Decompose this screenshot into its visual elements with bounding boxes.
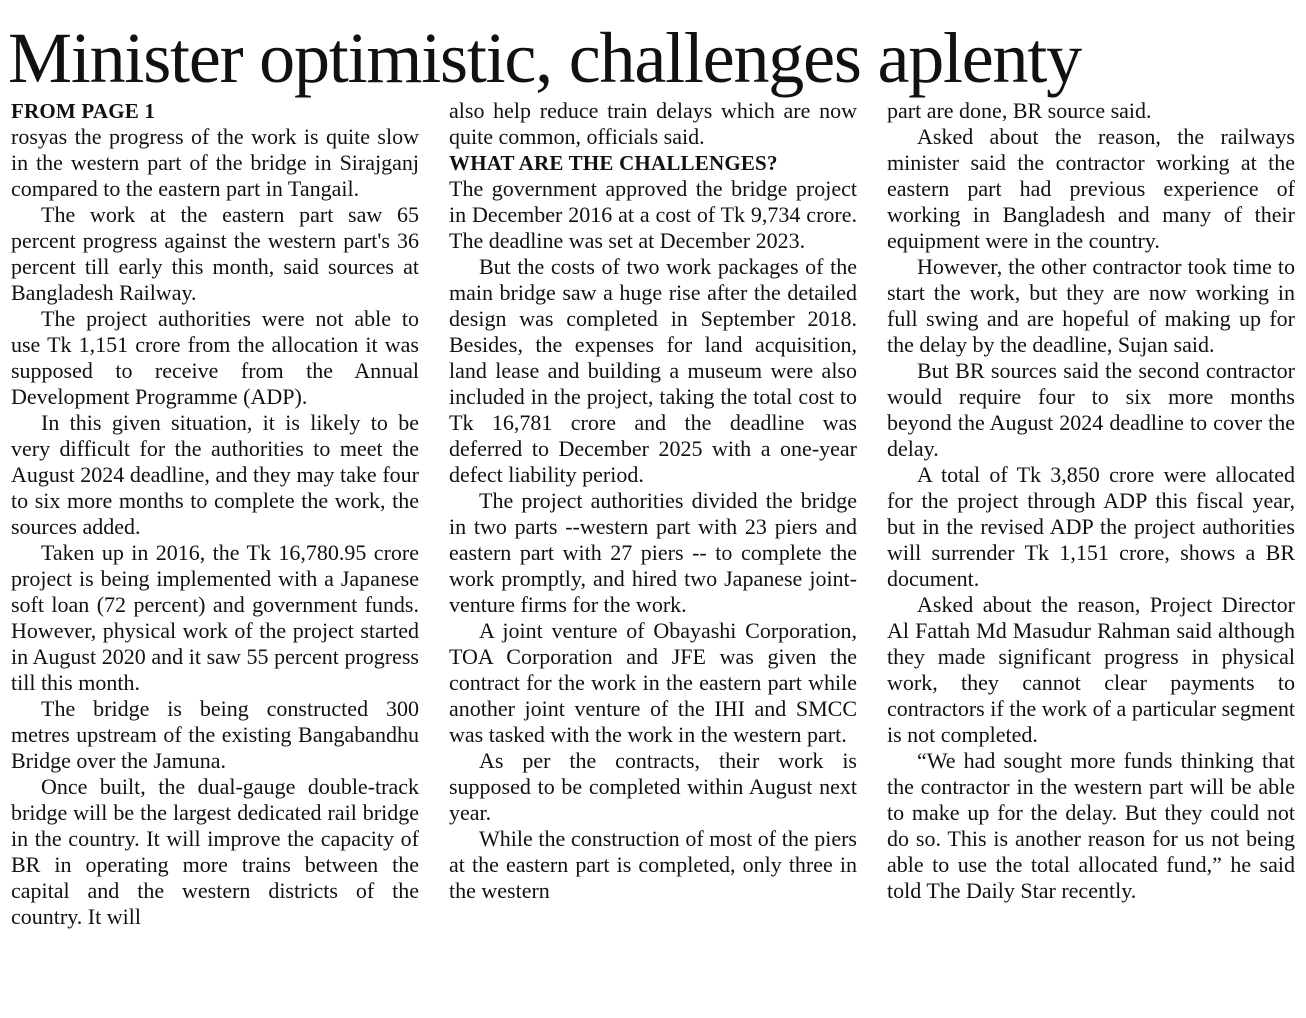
paragraph: rosyas the progress of the work is quite slow in the western part of the bridge in Sirajganj compared to the eastern part in Tangail. [11, 124, 419, 201]
paragraph: However, the other contractor took time to start the work, but they are now working in full swing and are hopeful of making up for the delay by the deadline, Sujan said. [887, 254, 1295, 357]
paragraph: While the construction of most of the piers at the eastern part is completed, only three in the western [449, 826, 857, 903]
article-column-3 [887, 98, 1295, 904]
paragraph: As per the contracts, their work is supposed to be completed within August next year. [449, 748, 857, 825]
paragraph: But BR sources said the second contractor would require four to six more months beyond the August 2024 deadline to cover the delay. [887, 358, 1295, 461]
paragraph: The project authorities divided the bridge in two parts --western part with 23 piers and eastern part with 27 piers -- to complete the work promptly, and hired two Japanese joint-venture firms for the work. [449, 488, 857, 617]
paragraph: The project authorities were not able to use Tk 1,151 crore from the allocation it was supposed to receive from the Annual Development Programme (ADP). [11, 306, 419, 409]
paragraph: The work at the eastern part saw 65 percent progress against the western part's 36 percent till early this month, said sources at Bangladesh Railway. [11, 202, 419, 305]
article-column-2 [449, 98, 857, 904]
paragraph: Taken up in 2016, the Tk 16,780.95 crore project is being implemented with a Japanese soft loan (72 percent) and government funds. However, physical work of the project started in August 2020 and it saw 55 percent progress till this month. [11, 540, 419, 695]
paragraph: A total of Tk 3,850 crore were allocated for the project through ADP this fiscal year, but in the revised ADP the project authorities will surrender Tk 1,151 crore, shows a BR document. [887, 462, 1295, 591]
paragraph: Once built, the dual-gauge double-track bridge will be the largest dedicated rail bridge in the country. It will improve the capacity of BR in operating more trains between the capital and the western districts of the country. It will [11, 774, 419, 929]
article-headline: Minister optimistic, challenges aplenty [8, 18, 1081, 98]
paragraph: A joint venture of Obayashi Corporation, TOA Corporation and JFE was given the contract for the work in the eastern part while another joint venture of the IHI and SMCC was tasked with the work in the western part. [449, 618, 857, 747]
paragraph: also help reduce train delays which are now quite common, officials said. [449, 98, 857, 149]
paragraph: Asked about the reason, Project Director Al Fattah Md Masudur Rahman said although they made significant progress in physical work, they cannot clear payments to contractors if the work of a particular segment is not completed. [887, 592, 1295, 747]
paragraph: In this given situation, it is likely to be very difficult for the authorities to meet the August 2024 deadline, and they may take four to six more months to complete the work, the sources added. [11, 410, 419, 539]
paragraph: The government approved the bridge project in December 2016 at a cost of Tk 9,734 crore. The deadline was set at December 2023. [449, 176, 857, 253]
paragraph: part are done, BR source said. [887, 98, 1152, 123]
section-subhead: WHAT ARE THE CHALLENGES? [449, 151, 778, 175]
paragraph: The bridge is being constructed 300 metres upstream of the existing Bangabandhu Bridge over the Jamuna. [11, 696, 419, 773]
paragraph: “We had sought more funds thinking that the contractor in the western part will be able to make up for the delay. But they could not do so. This is another reason for us not being able to use the total allocated fund,” he said told The Daily Star recently. [887, 748, 1295, 903]
article-column-1 [11, 98, 419, 930]
paragraph: Asked about the reason, the railways minister said the contractor working at the eastern part had previous experience of working in Bangladesh and many of their equipment were in the country. [887, 124, 1295, 253]
jump-kicker: FROM PAGE 1 [11, 99, 156, 123]
paragraph: But the costs of two work packages of the main bridge saw a huge rise after the detailed design was completed in September 2018. Besides, the expenses for land acquisition, land lease and building a museum were also included in the project, taking the total cost to Tk 16,781 crore and the deadline was deferred to December 2025 with a one-year defect liability period. [449, 254, 857, 487]
